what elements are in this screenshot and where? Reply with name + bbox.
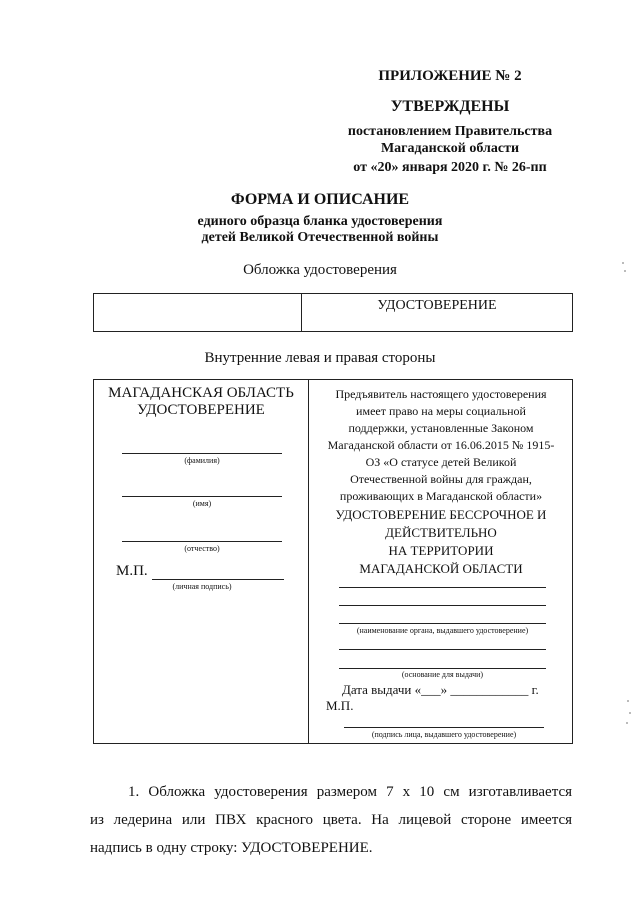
cover-box [93, 293, 573, 332]
name-line [122, 496, 282, 497]
rights-text-line: Магаданской области от 16.06.2015 № 1915- [327, 438, 555, 452]
rights-text [310, 386, 572, 505]
validity-line: УДОСТОВЕРЕНИЕ БЕССРОЧНОЕ И [335, 507, 547, 522]
inner-box [93, 379, 573, 744]
left-region-title: МАГАДАНСКАЯ ОБЛАСТЬ [108, 385, 294, 401]
form-subtitle-2: детей Великой Отечественной войны [201, 230, 439, 245]
issuer-line-3 [339, 623, 546, 624]
name-caption: (имя) [192, 499, 212, 508]
paragraph-1-line-3: надпись в одну строку: УДОСТОВЕРЕНИЕ. [90, 840, 373, 856]
surname-caption: (фамилия) [184, 456, 220, 465]
rights-text-line: проживающих в Магаданской области» [339, 489, 543, 503]
left-stamp-label: М.П. [116, 563, 148, 579]
inner-caption: Внутренние левая и правая стороны [204, 350, 436, 366]
rights-text-line: имеет право на меры социальной [356, 404, 526, 418]
signature-line [152, 579, 284, 580]
patronymic-line [122, 541, 282, 542]
issuer-line-1 [339, 587, 546, 588]
paragraph-1 [90, 778, 572, 862]
validity-line: НА ТЕРРИТОРИИ [388, 543, 494, 558]
decree-line-2: Магаданской области [380, 141, 520, 156]
scan-speck [624, 270, 626, 272]
cover-title: УДОСТОВЕРЕНИЕ [377, 298, 497, 313]
basis-line-2 [339, 668, 546, 669]
appendix-number: ПРИЛОЖЕНИЕ № 2 [378, 68, 522, 84]
paragraph-1-line-2: из ледерина или ПВХ красного цвета. На лицевой стороне имеется [90, 812, 572, 828]
form-title: ФОРМА И ОПИСАНИЕ [230, 191, 410, 208]
paragraph-1-line-1: 1. Обложка удостоверения размером 7 х 10 см изготавливается [128, 784, 572, 800]
issuer-line-2 [339, 605, 546, 606]
inner-divider [308, 380, 309, 743]
rights-text-line: поддержки, установленные Законом [348, 421, 534, 435]
approved-label: УТВЕРЖДЕНЫ [390, 98, 510, 115]
validity-line: ДЕЙСТВИТЕЛЬНО [385, 525, 497, 540]
form-subtitle-1: единого образца бланка удостоверения [197, 214, 443, 229]
scan-speck [627, 700, 629, 702]
validity-line: МАГАДАНСКОЙ ОБЛАСТИ [359, 561, 523, 576]
rights-text-line: Отечественной войны для граждан, [350, 472, 532, 486]
patronymic-caption: (отчество) [184, 544, 220, 553]
surname-line [122, 453, 282, 454]
basis-line-1 [339, 649, 546, 650]
rights-text-line: ОЗ «О статусе детей Великой [365, 455, 517, 469]
issue-date-field: Дата выдачи «___» ____________ г. [342, 682, 539, 697]
scan-speck [629, 712, 631, 714]
issuer-signature-caption: (подпись лица, выдавшего удостоверение) [371, 730, 517, 739]
basis-caption: (основание для выдачи) [401, 670, 484, 679]
signature-caption: (личная подпись) [172, 582, 232, 591]
right-stamp-label: М.П. [326, 698, 354, 713]
issuer-caption: (наименование органа, выдавшего удостоверение) [356, 626, 529, 635]
cover-caption: Обложка удостоверения [243, 262, 397, 278]
validity-text [310, 506, 572, 578]
decree-line-1: постановлением Правительства [347, 124, 553, 139]
rights-text-line: Предъявитель настоящего удостоверения [335, 387, 547, 401]
decree-line-3: от «20» января 2020 г. № 26-пп [353, 160, 547, 175]
left-certificate-title: УДОСТОВЕРЕНИЕ [137, 402, 265, 418]
scan-speck [622, 262, 624, 264]
issuer-signature-line [344, 727, 544, 728]
scan-speck [626, 722, 628, 724]
